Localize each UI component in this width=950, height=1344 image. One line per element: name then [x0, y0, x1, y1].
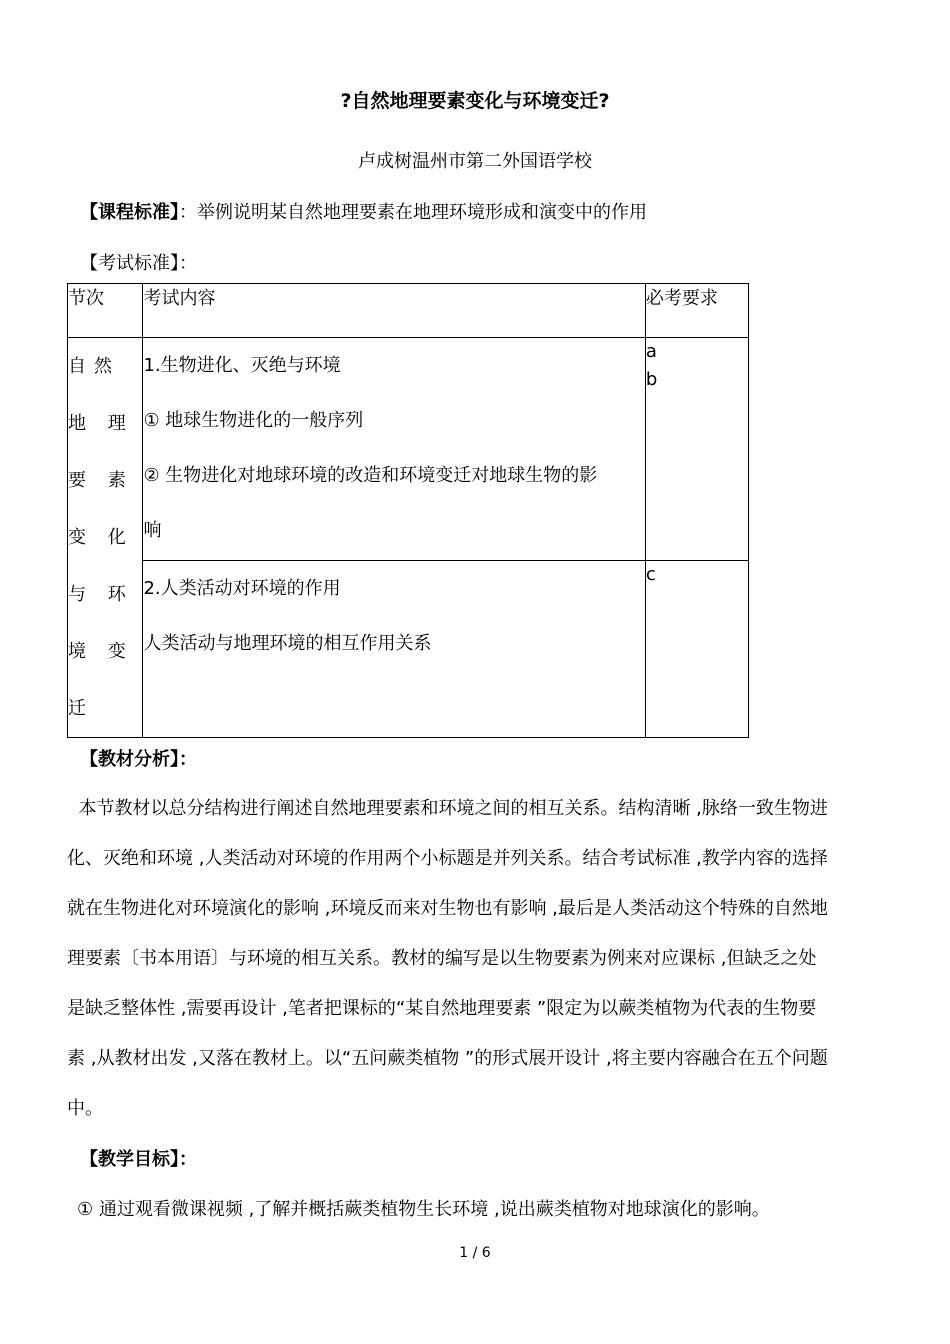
curriculum-label: 【课程标准】 — [80, 202, 179, 223]
curriculum-text: ：举例说明某自然地理要素在地理环境形成和演变中的作用 — [179, 202, 647, 223]
paragraph-line: 素 ,从教材出发 ,又落在教材上。以“五问蕨类植物 ”的形式展开设计 ,将主要内容融合在五个问题 — [67, 1048, 828, 1069]
content-line: ① 地球生物进化的一般序列 — [143, 410, 364, 431]
section-line: 与 环 — [68, 584, 134, 605]
section-line: 地 理 — [68, 413, 134, 434]
paragraph-line: 本节教材以总分结构进行阐述自然地理要素和环境之间的相互关系。结构清晰 ,脉络一致生物进 — [67, 798, 828, 819]
content-cell — [143, 338, 645, 561]
content-line: 2.人类活动对环境的作用 — [143, 578, 341, 600]
requirement-level: c — [645, 564, 656, 586]
section-line: 变 化 — [68, 527, 134, 548]
section-line: 自然 — [68, 356, 120, 377]
content-line: ② 生物进化对地球环境的改造和环境变迁对地球生物的影 — [143, 465, 598, 486]
section-line: 要 素 — [68, 470, 134, 491]
requirement-level: b — [645, 369, 658, 390]
exam-table — [67, 283, 749, 738]
paragraph-line: 理要素〔书本用语〕与环境的相互关系。教材的编写是以生物要素为例来对应课标 ,但缺乏之处 — [67, 948, 817, 969]
analysis-paragraph — [67, 784, 883, 1134]
page-number: 1 / 6 — [459, 1245, 491, 1261]
requirement-level: a — [645, 341, 657, 362]
content-line: 响 — [143, 520, 162, 541]
table-row — [68, 561, 749, 738]
author-line: 卢成树温州市第二外国语学校 — [358, 151, 592, 172]
curriculum-standard — [80, 198, 647, 224]
header-requirement: 必考要求 — [645, 284, 748, 338]
requirement-cell — [645, 561, 748, 738]
paragraph-line: 化、灭绝和环境 ,人类活动对环境的作用两个小标题是并列关系。结合考试标准 ,教学内容的选择 — [67, 848, 828, 869]
section-line: 迁 — [68, 698, 94, 719]
analysis-label: 【教材分析】： — [80, 749, 197, 770]
section-line: 境 变 — [68, 641, 134, 662]
content-line: 1.生物进化、灭绝与环境 — [143, 355, 341, 376]
goals-label: 【教学目标】： — [80, 1149, 197, 1170]
table-header-row — [68, 284, 749, 338]
paragraph-line: 是缺乏整体性 ,需要再设计 ,笔者把课标的“某自然地理要素 ”限定为以蕨类植物为代表的生物要 — [67, 998, 817, 1019]
paragraph-line: 就在生物进化对环境演化的影响 ,环境反而来对生物也有影响 ,最后是人类活动这个特殊的自然地 — [67, 898, 828, 919]
requirement-cell — [645, 338, 748, 561]
header-content: 考试内容 — [143, 284, 645, 338]
content-cell — [143, 561, 645, 738]
section-cell — [68, 338, 143, 738]
header-section: 节次 — [68, 284, 143, 338]
table-row — [68, 338, 749, 561]
document-title: ?自然地理要素变化与环境变迁? — [340, 90, 610, 112]
content-line: 人类活动与地理环境的相互作用关系 — [143, 633, 432, 655]
goal-item: ① 通过观看微课视频 ,了解并概括蕨类植物生长环境 ,说出蕨类植物对地球演化的影响。 — [77, 1199, 770, 1220]
exam-standard-label: 【考试标准】： — [80, 253, 197, 274]
paragraph-line: 中。 — [67, 1098, 103, 1119]
